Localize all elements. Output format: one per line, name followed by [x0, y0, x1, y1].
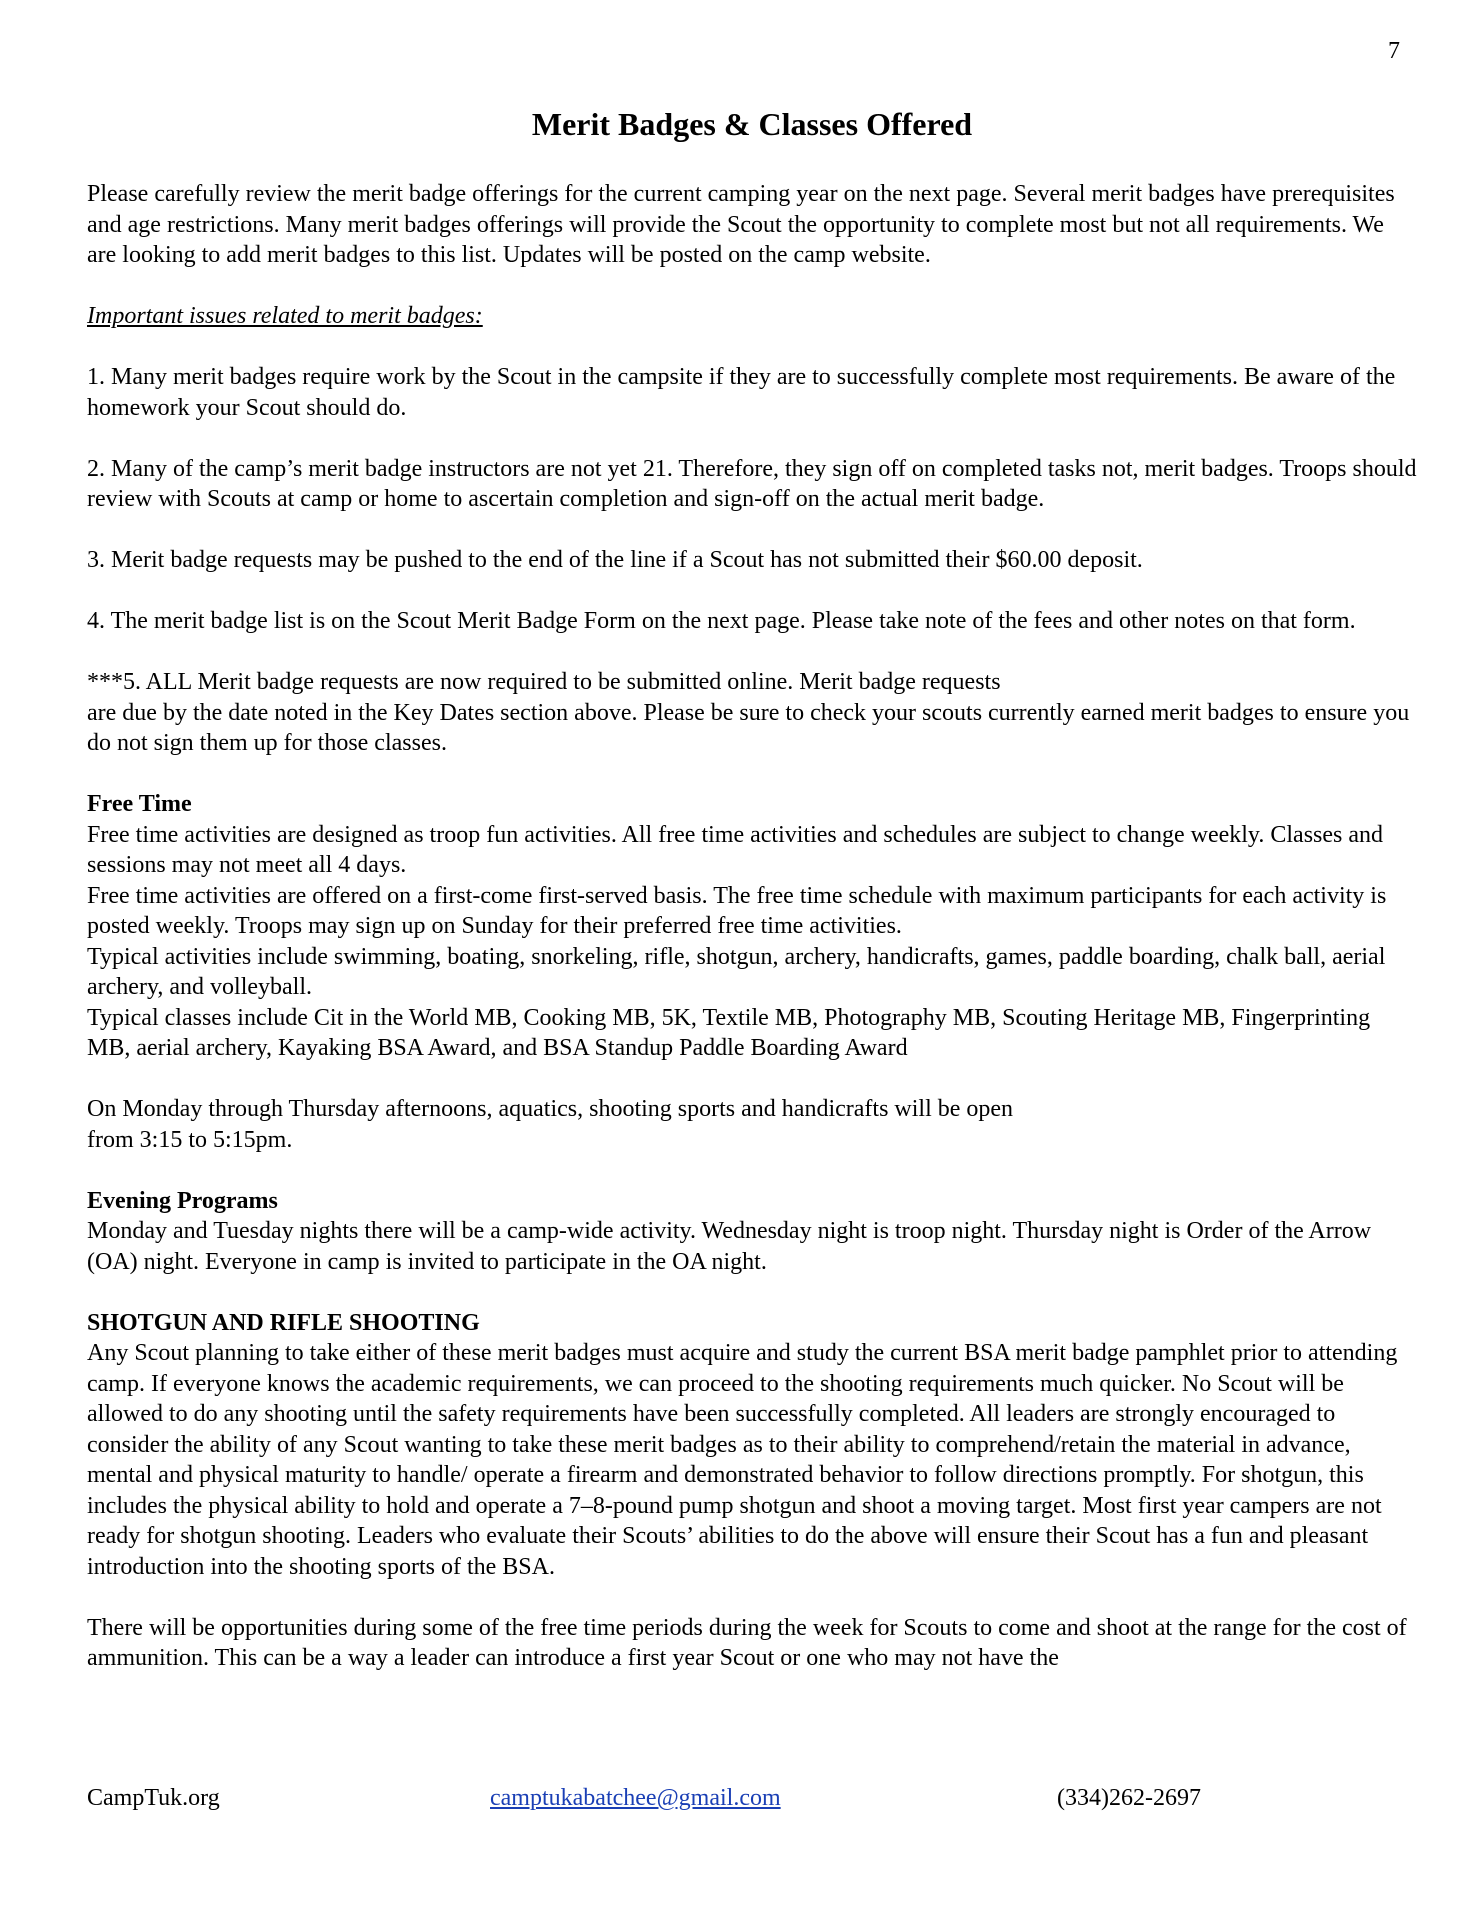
- free-time-paragraph-1: Free time activities are designed as troop fun activities. All free time activities and schedules are subject to change weekly. Classes and sessions may not meet all 4 days.: [87, 821, 1384, 878]
- issue-item-5: [87, 667, 1417, 759]
- issues-heading-text: Important issues related to merit badges:: [87, 303, 483, 329]
- afternoon-schedule-line2: from 3:15 to 5:15pm.: [87, 1126, 293, 1153]
- footer-email-link[interactable]: camptukabatchee@gmail.com: [490, 1785, 781, 1811]
- footer-website: CampTuk.org: [87, 1785, 220, 1811]
- shooting-text: Any Scout planning to take either of these merit badges must acquire and study the current BSA merit badge pamphlet prior to attending camp. If everyone knows the academic requirements, we can proceed to the shooting requirements much quicker. No Scout will be allowed to do any shooting until the safety requirements have been successfully completed. All leaders are strongly encouraged to consider the ability of any Scout wanting to take these merit badges as to their ability to comprehend/retain the material in advance, mental and physical maturity to handle/ operate a firearm and demonstrated behavior to follow directions promptly. For shotgun, this includes the physical ability to hold and operate a 7–8-pound pump shotgun and shoot a moving target. Most first year campers are not ready for shotgun shooting. Leaders who evaluate their Scouts’ abilities to do the above will ensure their Scout has a fun and pleasant introduction into the shooting sports of the BSA.: [87, 1340, 1398, 1580]
- issue-item-4: 4. The merit badge list is on the Scout Merit Badge Form on the next page. Please take note of the fees and other notes on that form.: [87, 608, 1356, 634]
- issue-item-2: 2. Many of the camp’s merit badge instructors are not yet 21. Therefore, they sign off on completed tasks not, merit badges. Troops should review with Scouts at camp or home to ascertain completion and sign-off on the actual merit badge.: [87, 455, 1417, 512]
- intro-paragraph: Please carefully review the merit badge offerings for the current camping year on the next page. Several merit badges have prerequisites and age restrictions. Many merit badges offerings will provide the Scout the opportunity to complete most but not all requirements. We are looking to add merit badges to this list. Updates will be posted on the camp website.: [87, 181, 1395, 268]
- issue-item-5-line1: ***5. ALL Merit badge requests are now required to be submitted online. Merit badge requests: [87, 669, 1001, 695]
- footer-phone: (334)262-2697: [1057, 1785, 1201, 1811]
- free-time-section: [87, 789, 1417, 820]
- free-time-heading: Free Time: [87, 791, 192, 817]
- page-number: 7: [1388, 38, 1400, 64]
- issue-item-3: 3. Merit badge requests may be pushed to the end of the line if a Scout has not submitted their $60.00 deposit.: [87, 547, 1143, 573]
- shooting-heading: SHOTGUN AND RIFLE SHOOTING: [87, 1309, 480, 1336]
- evening-programs-heading: Evening Programs: [87, 1187, 278, 1214]
- afternoon-schedule: [87, 1094, 1417, 1155]
- shooting-section: [87, 1308, 1417, 1583]
- free-time-paragraph-2: Free time activities are offered on a first-come first-served basis. The free time schedule with maximum participants for each activity is posted weekly. Troops may sign up on Sunday for their preferred free time activities.: [87, 882, 1387, 939]
- free-time-classes: Typical classes include Cit in the World MB, Cooking MB, 5K, Textile MB, Photography MB, Scouting Heritage MB, Fingerprinting MB, aerial archery, Kayaking BSA Award, and BSA Standup Paddle Boarding Award: [87, 1004, 1371, 1061]
- document-body: [87, 104, 1417, 1704]
- evening-programs-text: Monday and Tuesday nights there will be a camp-wide activity. Wednesday night is troop night. Thursday night is Order of the Arrow (OA) night. Everyone in camp is invited to participate in the OA night.: [87, 1218, 1372, 1275]
- free-time-activities: Typical activities include swimming, boating, snorkeling, rifle, shotgun, archery, handicrafts, games, paddle boarding, chalk ball, aerial archery, and volleyball.: [87, 943, 1386, 1000]
- issues-subheading: [87, 301, 1417, 332]
- evening-programs-section: [87, 1186, 1417, 1278]
- issue-item-1: 1. Many merit badges require work by the Scout in the campsite if they are to successfully complete most requirements. Be aware of the homework your Scout should do.: [87, 364, 1396, 421]
- issue-item-5-line2: are due by the date noted in the Key Dates section above. Please be sure to check your scouts currently earned merit badges to ensure you do not sign them up for those classes.: [87, 699, 1410, 756]
- shooting-opportunities: There will be opportunities during some of the free time periods during the week for Scouts to come and shoot at the range for the cost of ammunition. This can be a way a leader can introduce a first year Scout or one who may not have the: [87, 1614, 1407, 1671]
- page-footer: [87, 1785, 1417, 1817]
- page-title: Merit Badges & Classes Offered: [531, 106, 973, 142]
- afternoon-schedule-line1: On Monday through Thursday afternoons, aquatics, shooting sports and handicrafts will be open: [87, 1096, 1014, 1122]
